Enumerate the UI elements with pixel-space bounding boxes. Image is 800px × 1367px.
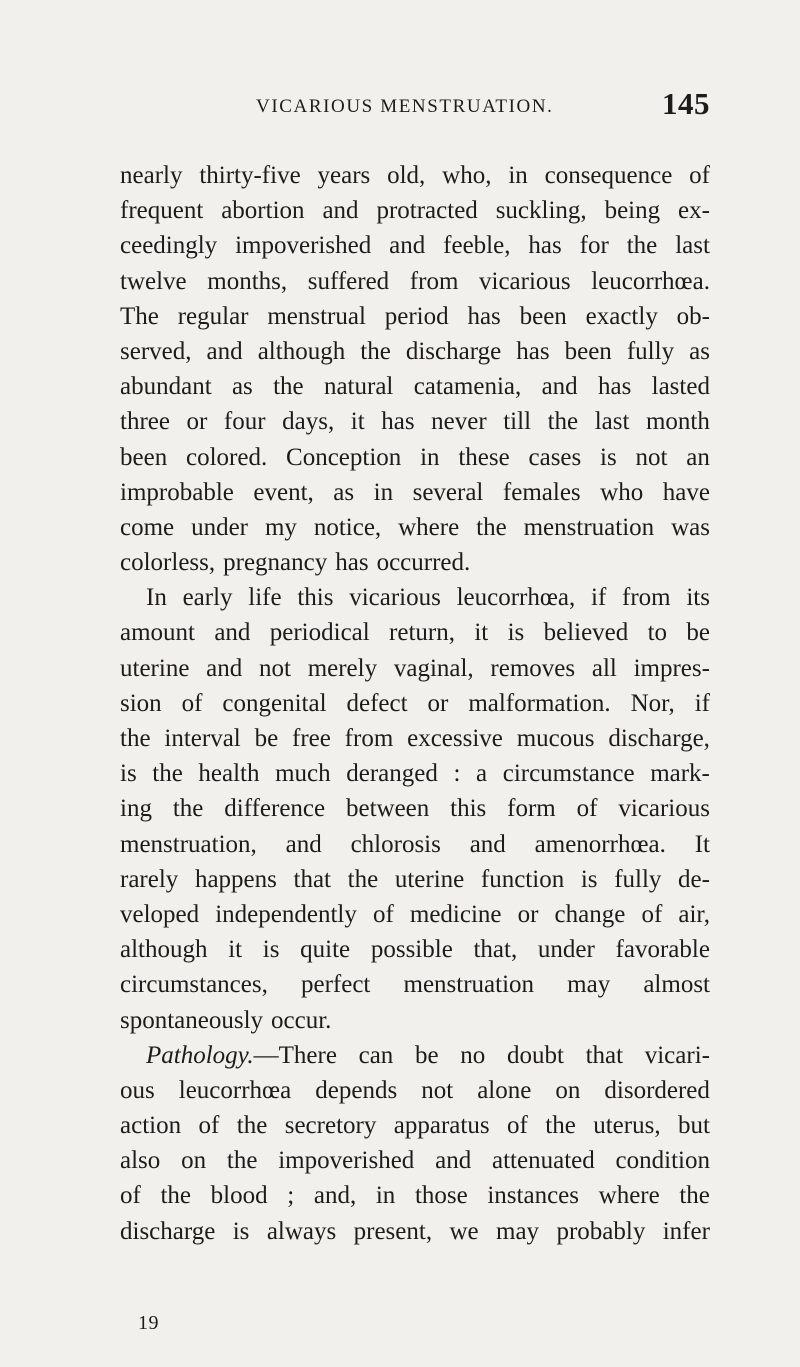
- word: is: [580, 865, 598, 893]
- word: secretory: [284, 1112, 377, 1140]
- word: in: [420, 443, 440, 471]
- word: nearly: [120, 162, 183, 189]
- word: menstrual: [267, 302, 366, 330]
- word: exactly: [585, 302, 658, 330]
- text-line: [120, 862, 710, 897]
- word: free: [292, 725, 331, 752]
- word: colored.: [186, 443, 268, 471]
- text-line: [120, 756, 710, 791]
- word: although: [120, 936, 208, 964]
- word: last: [675, 232, 710, 260]
- word: fully: [614, 865, 662, 893]
- text-line: [120, 158, 710, 193]
- word: be: [254, 725, 279, 752]
- word: catamenia,: [413, 373, 522, 401]
- text-line: [120, 440, 710, 475]
- word: in: [373, 478, 394, 506]
- body-text: [120, 158, 710, 1249]
- word: The: [120, 302, 159, 330]
- word: and: [389, 232, 426, 260]
- text-line: [120, 1143, 710, 1178]
- word: that: [585, 1041, 624, 1069]
- word: may: [496, 1217, 540, 1245]
- word: uterine: [120, 654, 190, 682]
- word: veloped: [120, 900, 200, 928]
- word: impoverished: [278, 1147, 415, 1175]
- running-head: [120, 86, 710, 126]
- word: has: [528, 232, 562, 260]
- word: been: [564, 337, 612, 365]
- word: as: [231, 373, 253, 401]
- word: no: [460, 1041, 486, 1069]
- word: and: [322, 197, 359, 225]
- word: vicari-: [644, 1041, 710, 1069]
- word: change: [554, 900, 626, 928]
- text-line: [120, 1214, 710, 1249]
- word: the: [120, 725, 151, 752]
- word: In: [146, 584, 167, 612]
- word: and: [541, 373, 578, 401]
- word: form: [507, 795, 556, 823]
- word: my: [264, 513, 297, 541]
- text-line: [120, 1073, 710, 1108]
- word: and: [469, 830, 506, 858]
- word: amenorrhœa.: [534, 830, 666, 858]
- text-line: [120, 651, 710, 686]
- word: vicarious: [479, 267, 571, 295]
- word: also: [120, 1147, 161, 1175]
- word: has: [381, 408, 415, 436]
- word: where: [598, 1182, 660, 1210]
- word: quite: [300, 936, 351, 964]
- word: have: [662, 478, 710, 506]
- text-line: [120, 615, 710, 650]
- text-line: [120, 1038, 710, 1073]
- word: this: [450, 795, 487, 823]
- word: has: [335, 549, 369, 577]
- word: between: [345, 795, 430, 823]
- word: several: [412, 478, 484, 506]
- word: condition: [615, 1147, 710, 1175]
- word: alone: [477, 1076, 532, 1104]
- word: menstruation,: [120, 830, 257, 858]
- word: improbable: [120, 478, 234, 506]
- word: medicine: [409, 900, 502, 928]
- word: from: [409, 267, 459, 295]
- word: has: [467, 302, 501, 330]
- word: circumstances,: [120, 971, 268, 999]
- word: and: [285, 830, 322, 858]
- word: action: [120, 1112, 182, 1140]
- word: the: [152, 760, 183, 788]
- word: is: [262, 936, 280, 964]
- word: pregnancy: [223, 549, 328, 577]
- word: Nor,: [630, 689, 675, 717]
- word: to: [647, 619, 668, 647]
- word: the: [547, 408, 579, 436]
- word: in: [375, 1182, 396, 1210]
- word: period: [384, 302, 449, 330]
- word: and: [435, 1147, 472, 1175]
- word: menstruation: [523, 513, 655, 541]
- text-line: [120, 299, 710, 334]
- word: the: [226, 1147, 258, 1175]
- word: believed: [543, 619, 629, 647]
- word: occur.: [271, 1006, 332, 1034]
- word: can: [358, 1041, 394, 1069]
- word: the: [626, 232, 658, 260]
- word: or: [186, 408, 208, 436]
- word: difference: [224, 795, 326, 823]
- word: till: [503, 408, 532, 436]
- word: that: [293, 865, 331, 893]
- word: ous: [120, 1076, 155, 1104]
- word: consequence: [544, 162, 673, 189]
- word: this: [297, 584, 334, 612]
- word: thirty-five: [199, 162, 301, 189]
- word: leucorrhœa,: [456, 584, 576, 612]
- word: —There: [253, 1041, 337, 1069]
- word: is: [120, 760, 137, 788]
- word: vicarious: [349, 584, 441, 612]
- word: its: [686, 584, 710, 612]
- word: the: [360, 337, 391, 365]
- word: and: [206, 337, 243, 365]
- word: de-: [678, 865, 710, 893]
- word: always: [266, 1217, 337, 1245]
- word: happens: [194, 865, 277, 893]
- word: on: [181, 1147, 207, 1175]
- word: where: [398, 513, 460, 541]
- word: be: [414, 1041, 439, 1069]
- word: Conception: [286, 443, 402, 471]
- word: feeble,: [443, 232, 511, 260]
- word: vaginal,: [393, 654, 474, 682]
- word: independently: [215, 900, 357, 928]
- word: ob-: [676, 302, 710, 330]
- word: impoverished: [235, 232, 372, 260]
- text-line: [120, 827, 710, 862]
- word: been: [519, 302, 567, 330]
- word: has: [598, 373, 632, 401]
- text-line: [120, 334, 710, 369]
- word: or: [517, 900, 539, 928]
- word: of: [641, 900, 663, 928]
- word: possible: [370, 936, 453, 964]
- word: months,: [207, 267, 288, 295]
- word: life: [248, 584, 282, 612]
- word: sion: [120, 689, 162, 717]
- word: and: [214, 619, 251, 647]
- word: of: [198, 1112, 220, 1140]
- text-line: [120, 967, 710, 1002]
- word: infer: [662, 1217, 710, 1245]
- word: may: [567, 971, 611, 999]
- word: for: [579, 232, 609, 260]
- word: not: [635, 443, 668, 471]
- word: fully: [626, 337, 675, 365]
- word: those: [414, 1182, 468, 1210]
- word: depends: [315, 1076, 398, 1104]
- word: never: [431, 408, 487, 436]
- running-head-title: VICARIOUS MENSTRUATION.: [256, 96, 554, 117]
- word: of: [576, 795, 598, 823]
- word: as: [689, 337, 710, 365]
- word: natural: [323, 373, 394, 401]
- word: disordered: [604, 1076, 710, 1104]
- word: much: [275, 760, 331, 788]
- word: or: [427, 689, 449, 717]
- word: apparatus: [393, 1112, 490, 1140]
- word: the: [679, 1182, 710, 1210]
- word: discharge: [120, 1217, 216, 1245]
- word: served,: [120, 337, 192, 365]
- pathology-label: Pathology.: [146, 1041, 254, 1069]
- word: of: [120, 1182, 141, 1210]
- word: of: [372, 900, 394, 928]
- word: instances: [487, 1182, 579, 1210]
- pathology-heading: [146, 1038, 337, 1073]
- word: females: [502, 478, 581, 506]
- text-line: [120, 1178, 710, 1213]
- word: defect: [346, 689, 408, 717]
- word: last: [594, 408, 630, 436]
- word: the: [347, 865, 379, 893]
- word: attenuated: [492, 1147, 595, 1175]
- word: circumstance: [502, 760, 635, 788]
- word: lasted: [651, 373, 710, 401]
- word: event,: [253, 478, 314, 506]
- text-line: [120, 1003, 710, 1038]
- word: the: [476, 513, 507, 541]
- word: old,: [387, 162, 426, 189]
- word: excessive: [407, 725, 503, 752]
- word: been: [120, 443, 168, 471]
- word: discharge,: [608, 725, 710, 752]
- word: three: [120, 408, 170, 436]
- word: on: [555, 1076, 581, 1104]
- word: twelve: [120, 267, 187, 295]
- word: function: [480, 865, 565, 893]
- word: be: [686, 619, 710, 647]
- word: abundant: [120, 373, 212, 401]
- word: an: [686, 443, 710, 471]
- word: colorless,: [120, 549, 216, 577]
- word: these: [458, 443, 510, 471]
- word: in: [508, 162, 528, 189]
- word: under: [191, 513, 248, 541]
- text-line: [120, 721, 710, 756]
- word: from: [344, 725, 394, 752]
- page-number: 145: [662, 86, 710, 121]
- word: ing: [120, 795, 152, 823]
- word: it: [228, 936, 243, 964]
- word: we: [449, 1217, 479, 1245]
- word: the: [273, 373, 304, 401]
- text-line: [120, 580, 710, 615]
- word: leucorrhœa.: [591, 267, 710, 295]
- word: although: [257, 337, 346, 365]
- word: discharge: [405, 337, 502, 365]
- text-line: [120, 228, 710, 263]
- word: chlorosis: [350, 830, 441, 858]
- word: the: [545, 1112, 576, 1140]
- word: it: [350, 408, 365, 436]
- word: doubt: [506, 1041, 564, 1069]
- word: days,: [282, 408, 335, 436]
- word: regular: [177, 302, 249, 330]
- word: leucorrhœa: [178, 1076, 292, 1104]
- word: all: [591, 654, 617, 682]
- word: and: [206, 654, 243, 682]
- word: ex-: [678, 197, 710, 225]
- text-line: [120, 369, 710, 404]
- word: but: [678, 1112, 710, 1140]
- word: if: [694, 689, 710, 717]
- word: health: [198, 760, 260, 788]
- word: notice,: [313, 513, 382, 541]
- word: cases: [528, 443, 582, 471]
- word: return,: [389, 619, 455, 647]
- word: uterine: [394, 865, 465, 893]
- word: suffered: [307, 267, 390, 295]
- text-line: [120, 932, 710, 967]
- word: of: [689, 162, 710, 189]
- word: vicarious: [618, 795, 710, 823]
- text-line: [120, 545, 710, 580]
- word: impres-: [633, 654, 710, 682]
- word: perfect: [300, 971, 371, 999]
- word: is: [232, 1217, 250, 1245]
- word: of: [507, 1112, 528, 1140]
- word: the: [236, 1112, 268, 1140]
- word: air,: [678, 900, 710, 928]
- word: was: [671, 513, 710, 541]
- text-line: [120, 686, 710, 721]
- text-line: [120, 264, 710, 299]
- word: uterus,: [593, 1112, 661, 1140]
- word: protracted: [376, 197, 478, 225]
- word: come: [120, 513, 175, 541]
- text-line: [120, 510, 710, 545]
- word: merely: [307, 654, 378, 682]
- word: spontaneously: [120, 1006, 264, 1034]
- word: ceedingly: [120, 232, 218, 260]
- word: suckling,: [495, 197, 587, 225]
- text-line: [120, 404, 710, 439]
- word: almost: [643, 971, 710, 999]
- word: from: [622, 584, 671, 612]
- word: the: [160, 1182, 192, 1210]
- word: years: [317, 162, 371, 189]
- word: blood: [210, 1182, 268, 1210]
- word: if: [591, 584, 607, 612]
- text-line: [120, 475, 710, 510]
- word: a: [476, 760, 488, 788]
- word: It: [694, 830, 710, 858]
- word: of: [181, 689, 203, 717]
- word: is: [507, 619, 525, 647]
- word: removes: [490, 654, 576, 682]
- word: congenital: [222, 689, 327, 717]
- word: as: [333, 478, 355, 506]
- word: four: [223, 408, 266, 436]
- word: early: [182, 584, 233, 612]
- word: has: [516, 337, 550, 365]
- word: favorable: [615, 936, 710, 964]
- word: being: [604, 197, 661, 225]
- word: occurred.: [376, 549, 471, 577]
- word: malformation.: [468, 689, 611, 717]
- text-line: [120, 1108, 710, 1143]
- word: frequent: [120, 197, 204, 225]
- word: interval: [164, 725, 241, 752]
- word: mucous: [516, 725, 595, 752]
- word: it: [474, 619, 489, 647]
- word: and,: [313, 1182, 357, 1210]
- word: deranged: [346, 760, 438, 788]
- word: menstruation: [403, 971, 535, 999]
- word: under: [537, 936, 595, 964]
- word: the: [172, 795, 204, 823]
- word: month: [645, 408, 710, 436]
- word: who,: [442, 162, 492, 189]
- word: not: [421, 1076, 454, 1104]
- word: not: [259, 654, 291, 682]
- word: that,: [473, 936, 518, 964]
- word: mark-: [650, 760, 710, 788]
- word: is: [600, 443, 617, 471]
- word: amount: [120, 619, 195, 647]
- word: abortion: [221, 197, 305, 225]
- signature-mark: 19: [138, 1312, 159, 1334]
- text-line: [120, 791, 710, 826]
- text-line: [120, 897, 710, 932]
- word: rarely: [120, 865, 179, 893]
- word: ;: [287, 1182, 295, 1210]
- text-line: [120, 193, 710, 228]
- word: who: [600, 478, 644, 506]
- word: :: [453, 760, 461, 788]
- word: probably: [556, 1217, 646, 1245]
- word: periodical: [269, 619, 370, 647]
- word: present,: [353, 1217, 433, 1245]
